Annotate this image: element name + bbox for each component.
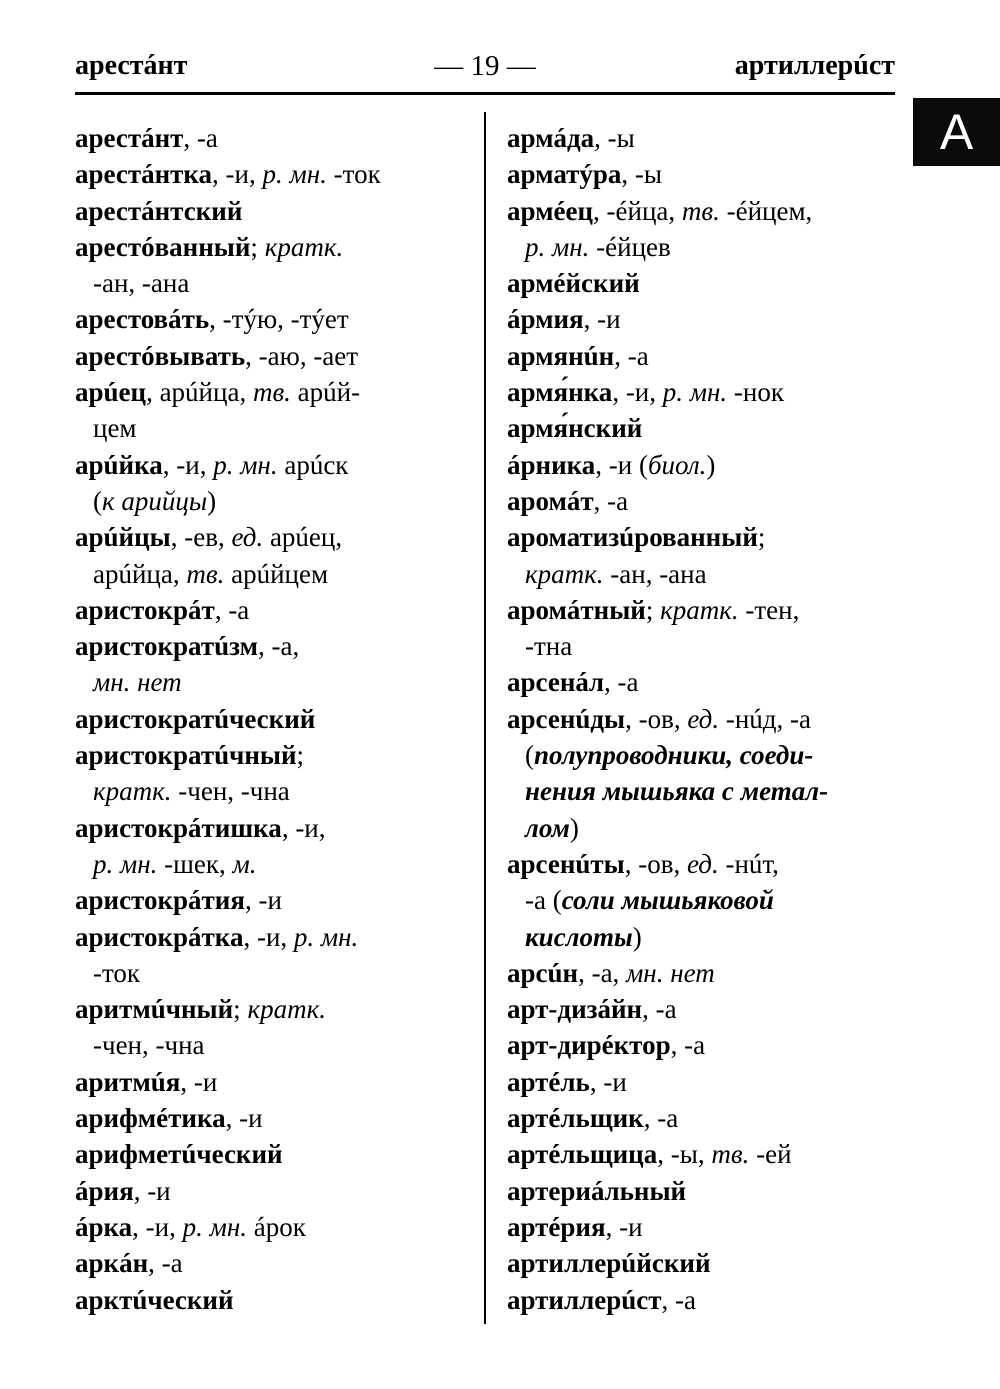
- grammar-note: кратк.: [247, 994, 326, 1025]
- inflection: (: [93, 485, 102, 516]
- inflection: , -и,: [212, 159, 263, 190]
- entry-line: [507, 193, 907, 229]
- inflection: , -и,: [612, 377, 663, 408]
- grammar-note: кратк.: [93, 776, 172, 807]
- grammar-note: м.: [232, 848, 257, 879]
- grammar-note: тв.: [711, 1139, 750, 1170]
- headword: артиллерúйский: [507, 1248, 711, 1279]
- grammar-note: р. мн.: [525, 231, 590, 262]
- headword: аритмúя: [75, 1066, 181, 1097]
- entry-continuation-line: [507, 628, 907, 664]
- inflection: , -аю, -ает: [245, 340, 359, 371]
- entry-line: [75, 374, 475, 410]
- entry-line: [75, 193, 475, 229]
- inflection: , -и,: [132, 1211, 183, 1242]
- entry-line: [75, 919, 475, 955]
- inflection: , -тýю, -тýет: [209, 304, 349, 335]
- definition: нения мышьяка с метал-: [525, 776, 829, 807]
- inflection: , -а: [214, 594, 250, 625]
- inflection: , -и,: [243, 921, 294, 952]
- entry-continuation-line: [507, 882, 907, 918]
- inflection: -ток: [326, 159, 381, 190]
- entry-continuation-line: [507, 773, 907, 809]
- headword: аромáтный: [507, 594, 646, 625]
- grammar-note: ед.: [231, 522, 264, 553]
- headword: аристократúзм: [75, 631, 258, 662]
- grammar-note: кратк.: [525, 558, 604, 589]
- definition: кислоты: [525, 921, 633, 952]
- inflection: , -а: [661, 1284, 697, 1315]
- headword: артéль: [507, 1066, 590, 1097]
- grammar-note: к арийцы: [102, 485, 208, 516]
- definition: соли мышьяковой: [561, 885, 774, 916]
- entry-continuation-line: [75, 556, 475, 592]
- inflection: , -а: [643, 1103, 679, 1134]
- entry-line: [75, 737, 475, 773]
- entry-continuation-line: [75, 955, 475, 991]
- inflection: -чен, -чна: [171, 776, 290, 807]
- grammar-note: тв.: [252, 377, 291, 408]
- headword: артериáльный: [507, 1175, 687, 1206]
- headword: áрка: [75, 1211, 133, 1242]
- headword: аромáт: [507, 485, 594, 516]
- headword: армя́нский: [507, 413, 643, 444]
- grammar-note: кратк.: [264, 231, 344, 262]
- entry-line: [507, 1100, 907, 1136]
- inflection: ): [207, 485, 217, 516]
- header-right-headword: артиллерúст: [734, 50, 895, 81]
- page-number: — 19 —: [434, 50, 536, 82]
- headword: арсúн: [507, 957, 579, 988]
- inflection: арúйца,: [93, 558, 187, 589]
- definition: полупроводники, соеди-: [534, 740, 814, 771]
- grammar-note: р. мн.: [262, 159, 327, 190]
- grammar-note: мн. нет: [626, 957, 715, 988]
- grammar-note: р. мн.: [93, 848, 158, 879]
- inflection: -éйцем,: [719, 195, 813, 226]
- inflection: -éйцев: [589, 231, 671, 262]
- entry-line: [507, 955, 907, 991]
- entry-line: [75, 519, 475, 555]
- grammar-note: биол.: [647, 449, 707, 480]
- inflection: , -а,: [578, 957, 627, 988]
- headword: арсенúды: [507, 703, 626, 734]
- entry-line: [507, 519, 907, 555]
- headword: армянúн: [507, 340, 615, 371]
- definition: лом: [525, 812, 570, 843]
- grammar-note: тв.: [186, 558, 225, 589]
- grammar-note: ед.: [686, 848, 719, 879]
- column-divider: [484, 112, 486, 1324]
- inflection: ;: [757, 522, 766, 553]
- running-header: [75, 50, 895, 90]
- headword: арестóвывать: [75, 340, 246, 371]
- inflection: , -ов,: [624, 848, 687, 879]
- inflection: арúец,: [263, 522, 343, 553]
- inflection: , -а: [642, 994, 677, 1025]
- entry-line: [75, 628, 475, 664]
- inflection: -нúт,: [718, 848, 779, 879]
- inflection: ): [706, 449, 716, 480]
- header-left-headword: арестáнт: [75, 50, 188, 81]
- inflection: , -и: [605, 1211, 643, 1242]
- inflection: , -а: [670, 1030, 706, 1061]
- entry-continuation-line: [75, 846, 475, 882]
- inflection: , -и: [583, 304, 621, 335]
- entry-line: [75, 301, 475, 337]
- inflection: (: [525, 740, 534, 771]
- headword: арестáнтка: [75, 159, 213, 190]
- headword: аристократúческий: [75, 703, 316, 734]
- entry-line: [507, 483, 907, 519]
- grammar-note: тв.: [681, 195, 720, 226]
- entry-line: [75, 810, 475, 846]
- headword: ароматизúрованный: [507, 522, 758, 553]
- entry-line: [75, 1136, 475, 1172]
- entry-line: [507, 1209, 907, 1245]
- inflection: , -а: [183, 123, 218, 153]
- grammar-note: р. мн.: [293, 921, 359, 952]
- inflection: , -ы: [621, 159, 663, 190]
- inflection: , -ы: [594, 123, 635, 153]
- entry-line: [75, 1064, 475, 1100]
- headword: áрника: [507, 449, 596, 480]
- inflection: арúйцем: [224, 558, 329, 589]
- entry-line: [75, 338, 475, 374]
- inflection: , -а: [604, 667, 639, 698]
- headword: аристокрáтишка: [75, 812, 282, 843]
- thumb-index-tab: А: [913, 98, 1000, 166]
- headword: артéрия: [507, 1211, 606, 1242]
- inflection: ): [569, 812, 579, 843]
- entry-line: [507, 1064, 907, 1100]
- inflection: , -и: [133, 1175, 171, 1206]
- grammar-note: р. мн.: [213, 449, 278, 480]
- inflection: , -а: [614, 340, 649, 371]
- entry-line: [507, 1136, 907, 1172]
- entry-continuation-line: [75, 773, 475, 809]
- inflection: , -éйца,: [593, 195, 682, 226]
- headword: армя́нка: [507, 377, 613, 408]
- inflection: ): [632, 921, 642, 952]
- inflection: , -а,: [257, 631, 300, 662]
- inflection: , -и,: [162, 449, 214, 480]
- entry-continuation-line: [75, 265, 475, 301]
- inflection: арúй-: [290, 377, 361, 408]
- entry-line: [507, 701, 907, 737]
- inflection: , -а: [148, 1248, 183, 1279]
- inflection: -ток: [93, 957, 141, 988]
- entry-continuation-line: [507, 556, 907, 592]
- inflection: -тна: [525, 631, 573, 662]
- entry-line: [75, 1282, 475, 1318]
- entry-line: [75, 1173, 475, 1209]
- headword: арúйцы: [75, 522, 171, 553]
- entry-line: [75, 991, 475, 1027]
- headword: артиллерúст: [507, 1284, 662, 1315]
- inflection: ;: [645, 594, 661, 625]
- grammar-note: мн. нет: [93, 667, 182, 698]
- headword: арифметúческий: [75, 1139, 283, 1170]
- inflection: арúск: [277, 449, 349, 480]
- entry-line: [507, 664, 907, 700]
- entry-line: [507, 156, 907, 192]
- inflection: -тен,: [738, 594, 800, 625]
- grammar-note: кратк.: [660, 594, 739, 625]
- entry-line: [507, 301, 907, 337]
- entry-continuation-line: [507, 229, 907, 265]
- inflection: , -и: [589, 1066, 627, 1097]
- right-column: [507, 120, 907, 1318]
- headword: аристократúчный: [75, 740, 297, 771]
- headword: аристокрáт: [75, 594, 215, 625]
- inflection: , -и: [244, 885, 282, 916]
- entry-line: [507, 265, 907, 301]
- entry-continuation-line: [75, 410, 475, 446]
- inflection: , -ов,: [625, 703, 688, 734]
- entry-line: [507, 991, 907, 1027]
- inflection: -ей: [749, 1139, 792, 1170]
- inflection: , арúйца,: [146, 377, 253, 408]
- entry-line: [75, 701, 475, 737]
- entry-line: [507, 1027, 907, 1063]
- entry-line: [75, 120, 475, 156]
- inflection: -а (: [525, 885, 562, 916]
- grammar-note: р. мн.: [182, 1211, 248, 1242]
- inflection: -ан, -ана: [93, 268, 190, 299]
- headword: аркáн: [75, 1248, 149, 1279]
- headword: арматýра: [507, 159, 622, 190]
- headword: аритмúчный: [75, 994, 234, 1025]
- headword: áрия: [75, 1175, 134, 1206]
- headword: арестóванный: [75, 231, 251, 262]
- inflection: , -а: [593, 485, 629, 516]
- inflection: , -и (: [595, 449, 648, 480]
- headword: арúйка: [75, 449, 163, 480]
- inflection: -шек,: [157, 848, 233, 879]
- headword: арт-дирéктор: [507, 1030, 671, 1061]
- entry-line: [507, 374, 907, 410]
- inflection: ;: [250, 231, 265, 262]
- headword: арестáнтский: [75, 195, 243, 226]
- entry-continuation-line: [507, 737, 907, 773]
- headword: аристокрáтия: [75, 885, 245, 916]
- entry-line: [75, 1209, 475, 1245]
- entry-continuation-line: [507, 919, 907, 955]
- entry-line: [75, 156, 475, 192]
- inflection: , -и: [225, 1103, 263, 1134]
- entry-line: [75, 447, 475, 483]
- grammar-note: ед.: [687, 703, 720, 734]
- grammar-note: р. мн.: [662, 377, 728, 408]
- entry-line: [507, 410, 907, 446]
- inflection: -чен, -чна: [93, 1030, 205, 1061]
- entry-continuation-line: [507, 810, 907, 846]
- entry-line: [507, 447, 907, 483]
- headword: арсенáл: [507, 667, 605, 698]
- entry-continuation-line: [75, 1027, 475, 1063]
- headword: арифмéтика: [75, 1103, 226, 1134]
- inflection: , -ы,: [657, 1139, 712, 1170]
- headword: артéльщик: [507, 1103, 644, 1134]
- headword: áрмия: [507, 304, 584, 335]
- headword: аристокрáтка: [75, 921, 244, 952]
- headword: арт-дизáйн: [507, 994, 643, 1025]
- inflection: , -ев,: [170, 522, 232, 553]
- entry-continuation-line: [75, 483, 475, 519]
- entry-line: [507, 338, 907, 374]
- entry-line: [507, 1245, 907, 1281]
- entry-line: [507, 1282, 907, 1318]
- header-rule: [75, 92, 895, 95]
- inflection: ;: [233, 994, 248, 1025]
- entry-line: [507, 1173, 907, 1209]
- inflection: цем: [93, 413, 137, 444]
- entry-line: [75, 1100, 475, 1136]
- headword: арестовáть: [75, 304, 210, 335]
- entry-continuation-line: [75, 664, 475, 700]
- entry-line: [507, 120, 907, 156]
- left-column: [75, 120, 475, 1318]
- entry-line: [75, 229, 475, 265]
- headword: армáда: [507, 123, 595, 153]
- headword: армéец: [507, 195, 594, 226]
- inflection: -нúд, -а: [719, 703, 812, 734]
- inflection: -нок: [727, 377, 784, 408]
- entry-line: [507, 592, 907, 628]
- entry-line: [507, 846, 907, 882]
- inflection: , -и,: [281, 812, 326, 843]
- inflection: , -и: [180, 1066, 218, 1097]
- headword: армéйский: [507, 268, 640, 299]
- headword: арктúческий: [75, 1284, 234, 1315]
- entry-line: [75, 882, 475, 918]
- inflection: áрок: [247, 1211, 306, 1242]
- inflection: ;: [296, 740, 305, 771]
- headword: арестáнт: [75, 123, 184, 153]
- headword: арсенúты: [507, 848, 625, 879]
- headword: артéльщица: [507, 1139, 658, 1170]
- inflection: -ан, -ана: [603, 558, 707, 589]
- entry-line: [75, 1245, 475, 1281]
- entry-line: [75, 592, 475, 628]
- headword: арúец: [75, 377, 147, 408]
